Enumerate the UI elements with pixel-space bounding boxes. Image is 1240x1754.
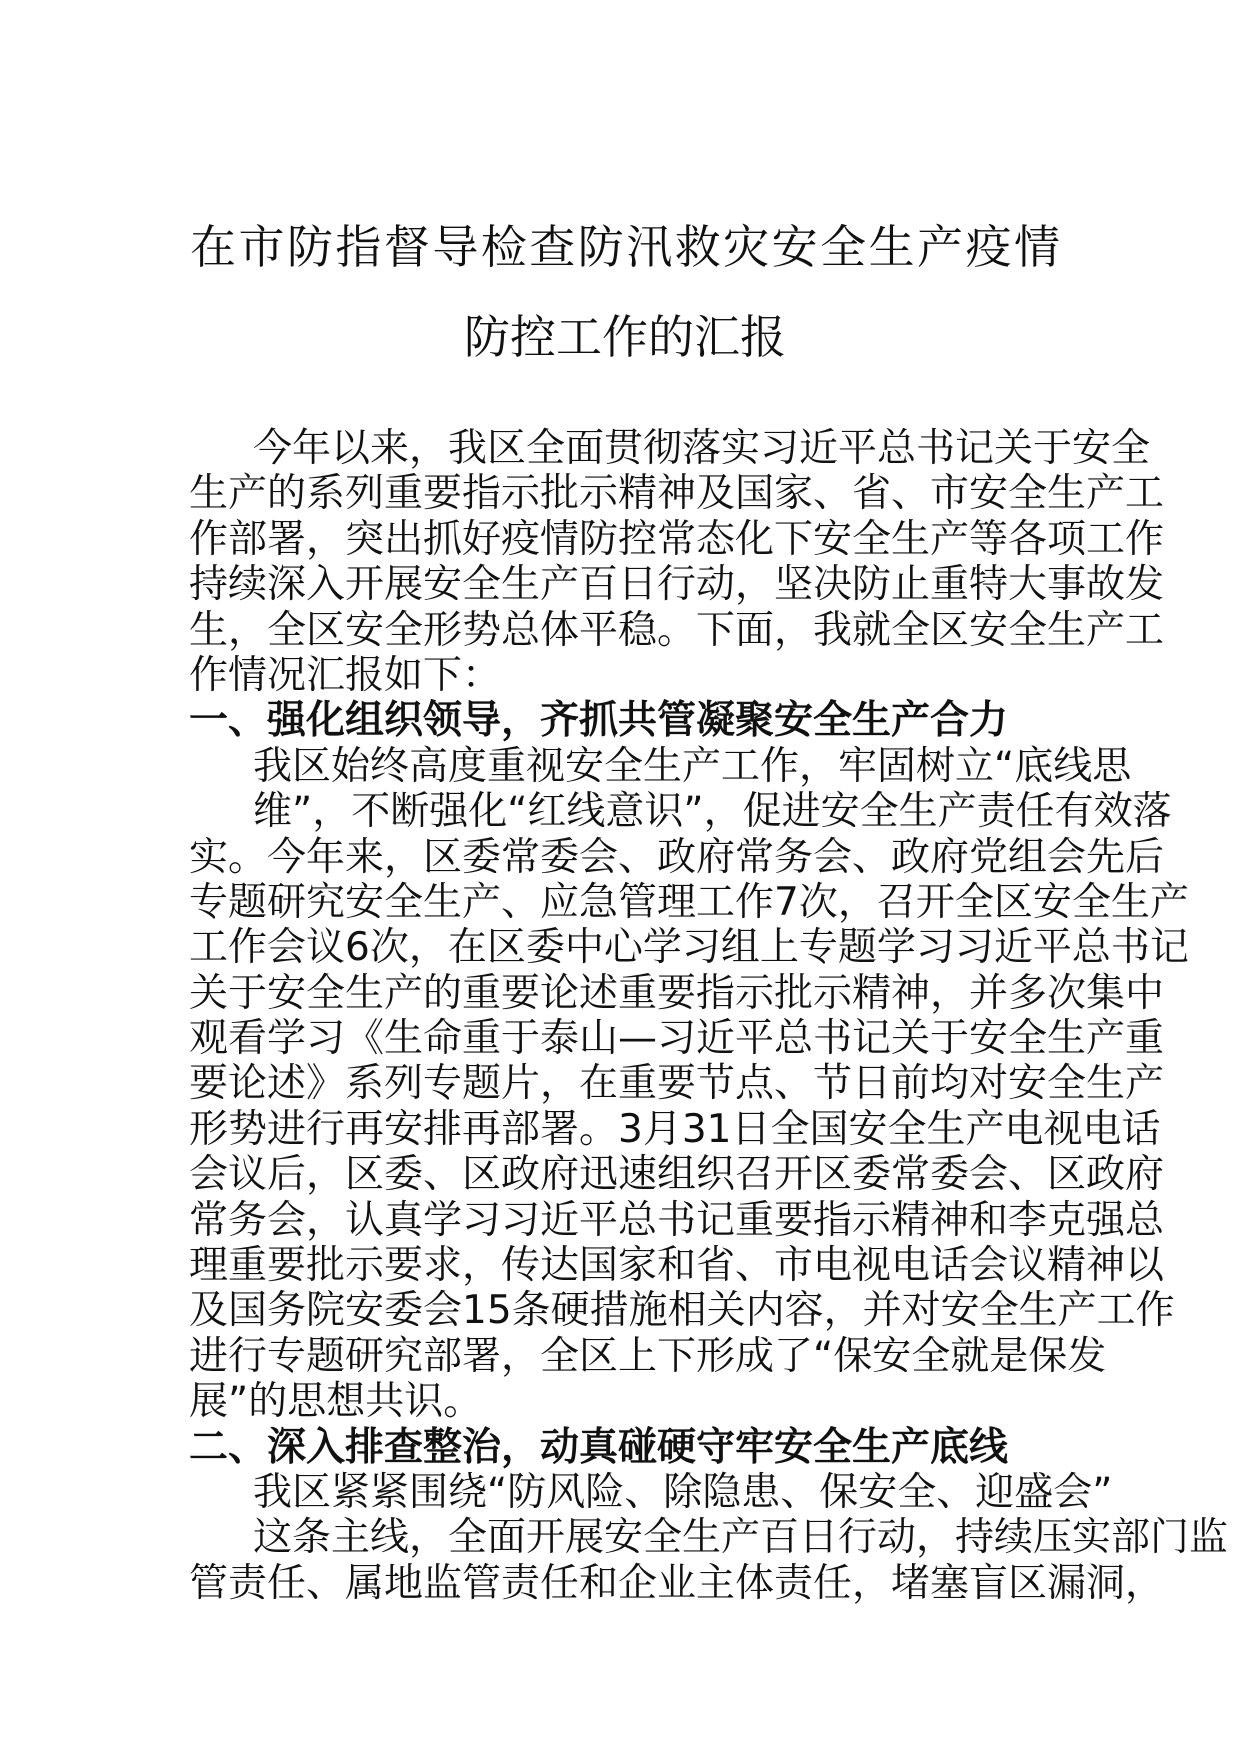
paragraph-line: 会议后，区委、区政府迅速组织召开区委常委会、区政府	[189, 1152, 1165, 1198]
paragraph-line: 实。今年来，区委常委会、政府常务会、政府党组会先后	[189, 834, 1165, 880]
paragraph-line: 展”的思想共识。	[189, 1379, 483, 1425]
paragraph-line: 持续深入开展安全生产百日行动，坚决防止重特大事故发	[189, 562, 1165, 608]
paragraph-line: 我区始终高度重视安全生产工作，牢固树立“底线思	[253, 743, 1132, 789]
section-heading: 一、强化组织领导，齐抓共管凝聚安全生产合力	[189, 698, 1009, 744]
paragraph-line: 关于安全生产的重要论述重要指示批示精神，并多次集中	[189, 970, 1165, 1016]
paragraph-line: 作部署，突出抓好疫情防控常态化下安全生产等各项工作	[189, 516, 1165, 562]
paragraph-line: 管责任、属地监管责任和企业主体责任，堵塞盲区漏洞，	[189, 1560, 1165, 1606]
paragraph-line: 要论述》系列专题片，在重要节点、节日前均对安全生产	[189, 1061, 1165, 1107]
paragraph-line: 维”，不断强化“红线意识”，促进安全生产责任有效落	[253, 789, 1172, 835]
paragraph-line: 观看学习《生命重于泰山—习近平总书记关于安全生产重	[189, 1016, 1165, 1062]
document-title-line-2: 防控工作的汇报	[464, 310, 786, 364]
paragraph-line: 形势进行再安排再部署。3月31日全国安全生产电视电话	[189, 1106, 1161, 1152]
paragraph-line: 专题研究安全生产、应急管理工作7次，召开全区安全生产	[189, 879, 1189, 925]
paragraph-line: 生，全区安全形势总体平稳。下面，我就全区安全生产工	[189, 607, 1165, 653]
paragraph-line: 作情况汇报如下：	[189, 652, 502, 698]
paragraph-line: 生产的系列重要指示批示精神及国家、省、市安全生产工	[189, 471, 1165, 517]
paragraph-line: 今年以来，我区全面贯彻落实习近平总书记关于安全	[253, 426, 1151, 471]
section-heading: 二、深入排查整治，动真碰硬守牢安全生产底线	[189, 1424, 1009, 1470]
paragraph-line: 我区紧紧围绕“防风险、除隐患、保安全、迎盛会”	[253, 1469, 1113, 1515]
document-title-line-1: 在市防指督导检查防汛救灾安全生产疫情	[190, 220, 1060, 274]
paragraph-line: 理重要批示要求，传达国家和省、市电视电话会议精神以	[189, 1243, 1165, 1289]
paragraph-line: 这条主线，全面开展安全生产百日行动，持续压实部门监	[253, 1515, 1229, 1561]
paragraph-line: 工作会议6次，在区委中心学习组上专题学习习近平总书记	[189, 925, 1189, 971]
paragraph-line: 进行专题研究部署，全区上下形成了“保安全就是保发	[189, 1333, 1107, 1379]
paragraph-line: 常务会，认真学习习近平总书记重要指示精神和李克强总	[189, 1197, 1165, 1243]
paragraph-line: 及国务院安委会15条硬措施相关内容，并对安全生产工作	[189, 1288, 1175, 1334]
document-body	[189, 426, 1229, 1606]
